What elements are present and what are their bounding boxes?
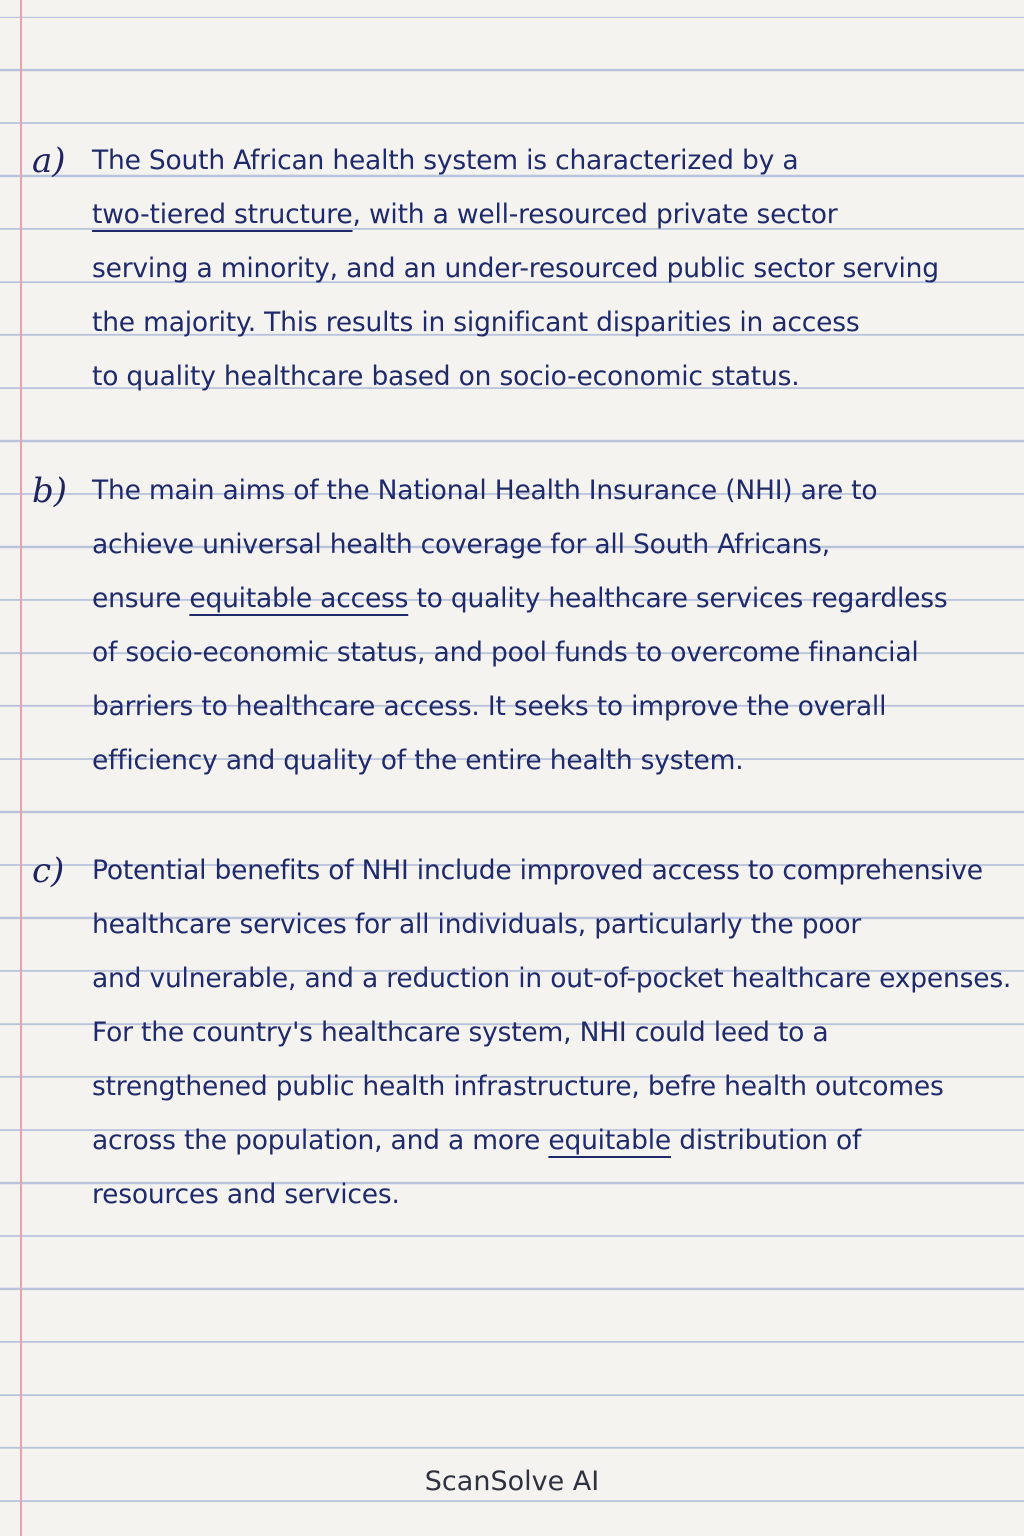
text-segment: For the country's healthcare system, NHI could leed to a xyxy=(92,1017,829,1048)
text-segment: the majority. This results in significant disparities in access xyxy=(92,307,860,338)
text-segment: strengthened public health infrastructure, befre health outcomes xyxy=(92,1071,944,1102)
text-segment: across the population, and a more xyxy=(92,1125,549,1156)
text-segment: healthcare services for all individuals, particularly the poor xyxy=(92,909,862,940)
text-segment: , with a well-resourced private sector xyxy=(352,199,838,230)
red-margin-line xyxy=(20,0,22,1536)
text-line xyxy=(92,296,1012,350)
answer-marker: b) xyxy=(32,471,68,511)
answer-text xyxy=(92,134,1012,404)
text-line xyxy=(92,242,1012,296)
text-line xyxy=(92,188,1012,242)
underlined-phrase: equitable access xyxy=(189,583,409,614)
text-segment: to quality healthcare services regardless xyxy=(408,583,948,614)
text-line xyxy=(92,1114,1012,1168)
text-line xyxy=(92,898,1012,952)
text-segment: resources and services. xyxy=(92,1179,400,1210)
underlined-phrase: two-tiered structure xyxy=(92,199,353,230)
answer-marker: a) xyxy=(32,141,66,181)
text-line xyxy=(92,952,1012,1006)
text-line xyxy=(92,1060,1012,1114)
text-segment: barriers to healthcare access. It seeks to improve the overall xyxy=(92,691,887,722)
answer-marker: c) xyxy=(32,851,65,891)
text-segment: The South African health system is characterized by a xyxy=(92,145,799,176)
text-segment: to quality healthcare based on socio-economic status. xyxy=(92,361,800,392)
text-line xyxy=(92,626,1012,680)
text-segment: Potential benefits of NHI include improved access to comprehensive xyxy=(92,855,983,886)
text-line xyxy=(92,464,1012,518)
text-line xyxy=(92,844,1012,898)
text-line xyxy=(92,518,1012,572)
text-segment: efficiency and quality of the entire health system. xyxy=(92,745,744,776)
text-segment: ensure xyxy=(92,583,190,614)
text-line xyxy=(92,350,1012,404)
underlined-phrase: equitable xyxy=(548,1125,671,1156)
answer-text xyxy=(92,464,1012,788)
text-segment: achieve universal health coverage for all South Africans, xyxy=(92,529,831,560)
text-line xyxy=(92,572,1012,626)
text-line xyxy=(92,734,1012,788)
text-segment: of socio-economic status, and pool funds to overcome financial xyxy=(92,637,919,668)
text-line xyxy=(92,134,1012,188)
answer-text xyxy=(92,844,1012,1222)
text-segment: distribution of xyxy=(670,1125,862,1156)
text-segment: serving a minority, and an under-resourced public sector serving xyxy=(92,253,939,284)
text-line xyxy=(92,680,1012,734)
text-line xyxy=(92,1006,1012,1060)
text-segment: and vulnerable, and a reduction in out-of-pocket healthcare expenses. xyxy=(92,963,1012,994)
text-segment: The main aims of the National Health Insurance (NHI) are to xyxy=(92,475,878,506)
footer-brand: ScanSolve AI xyxy=(424,1466,600,1497)
text-line xyxy=(92,1168,1012,1222)
